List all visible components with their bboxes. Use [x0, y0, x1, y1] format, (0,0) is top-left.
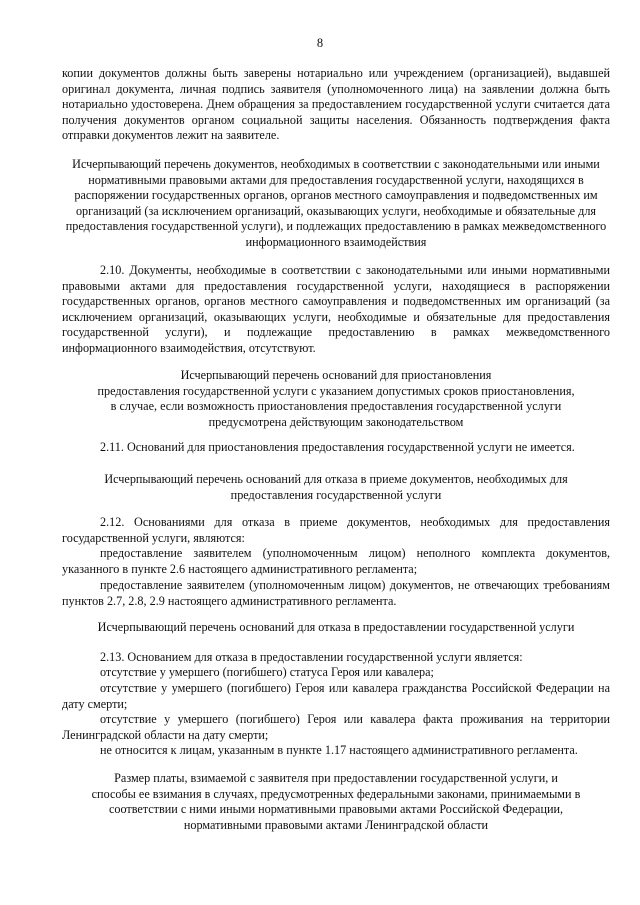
- paragraph-2-12-item-1: предоставление заявителем (уполномоченным лицом) неполного комплекта документов, указанного в пункте 2.6 настоящего административного регламента;: [62, 546, 610, 576]
- heading-line: предусмотрена действующим законодательством: [208, 414, 464, 429]
- heading-fee: [62, 771, 610, 833]
- heading-line: предоставления государственной услуги с указанием допустимых сроков приостановления,: [97, 383, 575, 398]
- heading-documents-list: Исчерпывающий перечень документов, необходимых в соответствии с законодательными или иными нормативными правовыми актами для предоставления государственной услуги, находящихся в распоряжении государственных органов, органов местного самоуправления и подведомственных им организаций (за исключением организаций, оказывающих услуги, необходимые и обязательные для предоставления государственной услуги), и подлежащих предоставлению в рамках межведомственного информационного взаимодействия: [65, 157, 607, 249]
- paragraph-2-11: 2.11. Оснований для приостановления предоставления государственной услуги не имеется.: [100, 440, 575, 454]
- heading-line: Размер платы, взимаемой с заявителя при предоставлении государственной услуги, и: [114, 771, 558, 785]
- heading-line: соответствии с ними иными нормативными правовыми актами Российской Федерации,: [108, 802, 564, 817]
- heading-refusal-provision: Исчерпывающий перечень оснований для отказа в предоставлении государственной услуги: [97, 620, 575, 634]
- paragraph-2-12: 2.12. Основаниями для отказа в приеме документов, необходимых для предоставления государственной услуги, являются:: [62, 515, 610, 545]
- page-number: 8: [316, 36, 324, 50]
- heading-line: Исчерпывающий перечень оснований для приостановления: [180, 368, 492, 382]
- paragraph-2-10: 2.10. Документы, необходимые в соответствии с законодательными или иными нормативными правовыми актами для предоставления государственной услуги, находящиеся в распоряжении государственных органов, органов местного самоуправления и подведомственных им организаций (за исключением организаций, оказывающих услуги, необходимые и обязательные для предоставления государственной услуги), и подлежащие предоставлению в рамках межведомственного информационного взаимодействия, отсутствуют.: [62, 263, 610, 355]
- paragraph-2-13-item-3: отсутствие у умершего (погибшего) Героя или кавалера факта проживания на территории Ленинградской области на дату смерти;: [62, 712, 610, 742]
- heading-line: нормативными правовыми актами Ленинградской области: [183, 817, 489, 832]
- heading-line: способы ее взимания в случаях, предусмотренных федеральными законами, принимаемыми в: [91, 786, 581, 801]
- paragraph-2-13-item-2: отсутствие у умершего (погибшего) Героя или кавалера гражданства Российской Федерации на дату смерти;: [62, 681, 610, 711]
- paragraph-2-13-item-4: не относится к лицам, указанным в пункте 1.17 настоящего административного регламента.: [100, 743, 578, 757]
- paragraph-2-13: 2.13. Основанием для отказа в предоставлении государственной услуги является:: [100, 650, 523, 664]
- paragraph-2-12-item-2: предоставление заявителем (уполномоченным лицом) документов, не отвечающих требованиям пунктов 2.7, 2.8, 2.9 настоящего административного регламента.: [62, 578, 610, 608]
- heading-line: в случае, если возможность приостановления предоставления государственной услуги: [110, 399, 562, 414]
- paragraph-2-13-item-1: отсутствие у умершего (погибшего) статуса Героя или кавалера;: [100, 665, 434, 679]
- heading-suspension: [62, 368, 610, 430]
- heading-refusal-acceptance: Исчерпывающий перечень оснований для отказа в приеме документов, необходимых для предоставления государственной услуги: [104, 472, 568, 502]
- paragraph-continued: копии документов должны быть заверены нотариально или учреждением (организацией), выдавшей оригинал документа, личная подпись заявителя (уполномоченного лица) на заявлении должна быть нотариально удостоверена. Днем обращения за предоставлением государственной услуги считается дата получения документов органом социальной защиты населения. Обязанность подтверждения факта отправки документов лежит на заявителе.: [62, 66, 610, 143]
